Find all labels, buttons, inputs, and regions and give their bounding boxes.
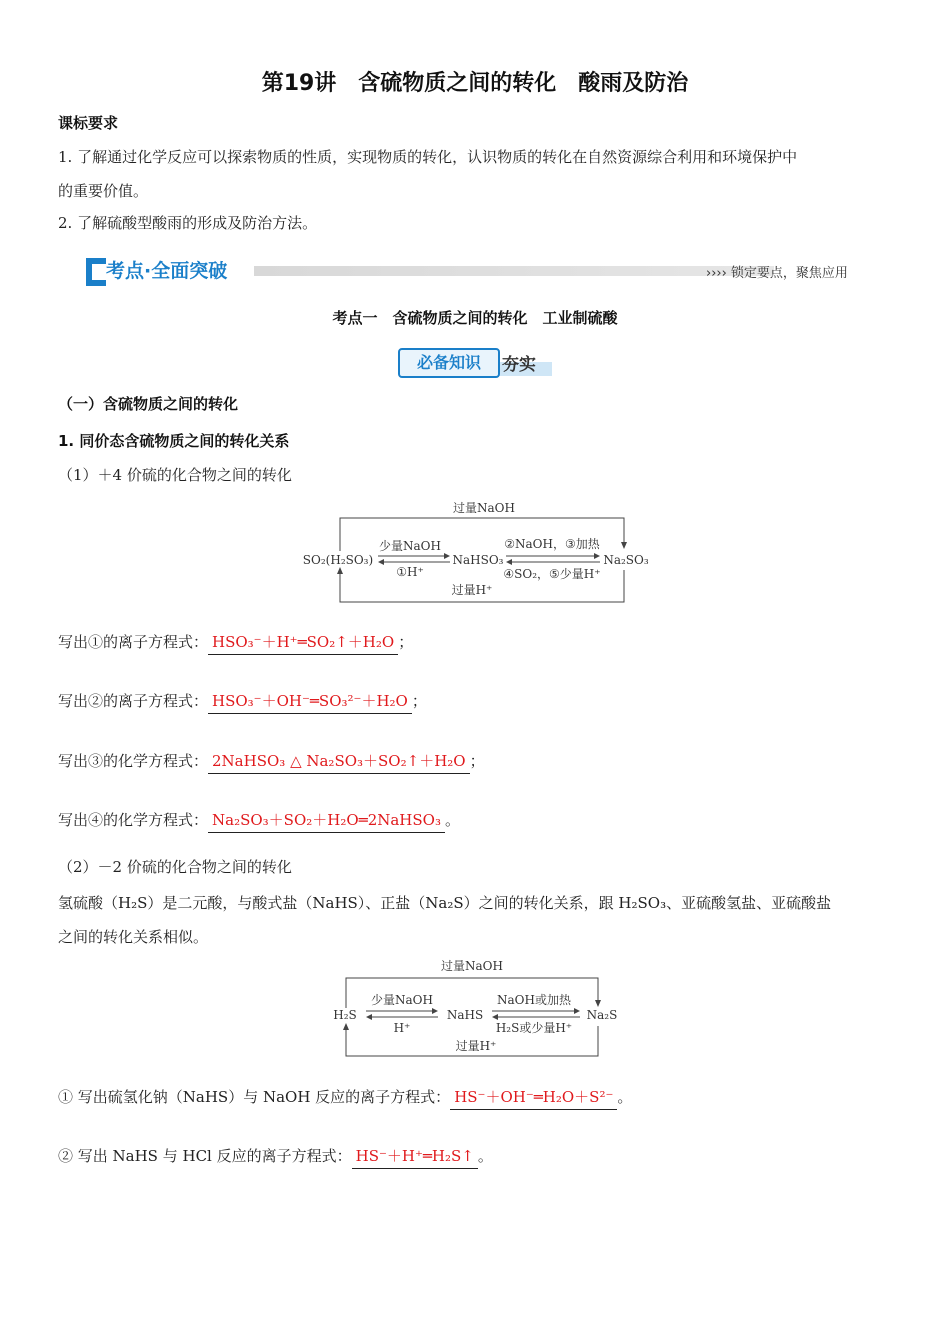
page-title: 第19讲 含硫物质之间的转化 酸雨及防治 <box>261 71 689 96</box>
eq2-suffix: ； <box>411 692 427 710</box>
d1-left-arrow-bottom: ①H⁺ <box>396 565 424 579</box>
eq4-prefix: 写出④的化学方程式： <box>58 811 209 829</box>
question-2 <box>58 1147 493 1169</box>
q2-suffix: 。 <box>477 1147 493 1165</box>
question-1 <box>58 1088 632 1110</box>
d1-bottom-label: 过量H⁺ <box>451 583 493 597</box>
equation-3 <box>58 752 485 774</box>
eq2-answer: HSO₃⁻＋OH⁻═SO₃²⁻＋H₂O <box>208 692 412 714</box>
eq1-suffix: ； <box>398 633 414 651</box>
section-title: 考点一 含硫物质之间的转化 工业制硫酸 <box>332 309 618 327</box>
d1-top-label: 过量NaOH <box>453 501 515 515</box>
d2-right-node: Na₂S <box>586 1008 618 1022</box>
requirement-1-line2: 的重要价值。 <box>58 182 149 200</box>
d1-left-arrow-top: 少量NaOH <box>379 539 441 553</box>
part1-subheading: 1. 同价态含硫物质之间的转化关系 <box>58 432 290 450</box>
d2-right-arrow-bottom: H₂S或少量H⁺ <box>495 1021 573 1035</box>
equation-1 <box>58 633 413 655</box>
eq1-answer: HSO₃⁻＋H⁺═SO₂↑＋H₂O <box>208 633 398 655</box>
eq3-answer: 2NaHSO₃ △ Na₂SO₃＋SO₂↑＋H₂O <box>208 752 470 774</box>
q1-answer: HS⁻＋OH⁻═H₂O＋S²⁻ <box>450 1088 617 1110</box>
part1-heading: （一）含硫物质之间的转化 <box>58 395 239 413</box>
requirements-heading: 课标要求 <box>58 114 119 132</box>
banner-rule <box>254 266 774 276</box>
case2-desc-line1: 氢硫酸（H₂S）是二元酸，与酸式盐（NaHS）、正盐（Na₂S）之间的转化关系，跟 H₂SO₃、亚硫酸氢盐、亚硫酸盐 <box>58 894 832 912</box>
d2-left-arrow-bottom: H⁺ <box>393 1021 411 1035</box>
d2-left-node: H₂S <box>333 1008 357 1022</box>
q1-suffix: 。 <box>617 1088 633 1106</box>
q1-prefix: ① 写出硫氢化钠（NaHS）与 NaOH 反应的离子方程式： <box>58 1088 451 1106</box>
equation-2 <box>58 692 427 714</box>
eq4-suffix: 。 <box>444 811 460 829</box>
knowledge-badge <box>398 346 554 378</box>
eq2-prefix: 写出②的离子方程式： <box>58 692 209 710</box>
d2-right-arrow-top: NaOH或加热 <box>497 993 571 1007</box>
eq3-suffix: ； <box>469 752 485 770</box>
banner-bracket-icon <box>78 254 108 290</box>
equation-4 <box>58 811 460 833</box>
d2-middle-node: NaHS <box>446 1008 484 1022</box>
d2-bottom-label: 过量H⁺ <box>455 1039 497 1053</box>
case2-desc-line2: 之间的转化关系相似。 <box>58 928 209 946</box>
d1-right-node: Na₂SO₃ <box>603 553 649 567</box>
diagram-plus4-sulfur <box>296 496 656 608</box>
d2-left-arrow-top: 少量NaOH <box>371 993 433 1007</box>
case1-label: （1）＋4 价硫的化合物之间的转化 <box>58 466 292 484</box>
banner-title: 考点·全面突破 <box>106 260 228 282</box>
q2-prefix: ② 写出 NaHS 与 HCl 反应的离子方程式： <box>58 1147 352 1165</box>
eq4-answer: Na₂SO₃＋SO₂＋H₂O═2NaHSO₃ <box>208 811 445 833</box>
requirement-2: 2. 了解硫酸型酸雨的形成及防治方法。 <box>58 214 318 232</box>
requirement-1-line1: 1. 了解通过化学反应可以探索物质的性质，实现物质的转化，认识物质的转化在自然资源综合利用和环境保护中 <box>58 148 798 166</box>
section-banner <box>78 254 878 290</box>
d2-top-label: 过量NaOH <box>441 959 503 973</box>
badge-tail-label: 夯实 <box>502 355 536 375</box>
banner-tagline: ›››› 锁定要点，聚焦应用 <box>706 266 848 281</box>
d1-right-arrow-bottom: ④SO₂，⑤少量H⁺ <box>503 567 601 581</box>
case2-label: （2）－2 价硫的化合物之间的转化 <box>58 858 292 876</box>
d1-middle-node: NaHSO₃ <box>452 553 504 567</box>
badge-box-label: 必备知识 <box>398 348 500 378</box>
q2-answer: HS⁻＋H⁺═H₂S↑ <box>352 1147 478 1169</box>
d1-left-node: SO₂(H₂SO₃) <box>302 553 374 567</box>
eq3-prefix: 写出③的化学方程式： <box>58 752 209 770</box>
eq1-prefix: 写出①的离子方程式： <box>58 633 209 651</box>
diagram-minus2-sulfur <box>326 956 626 1062</box>
d1-right-arrow-top: ②NaOH，③加热 <box>504 537 600 551</box>
